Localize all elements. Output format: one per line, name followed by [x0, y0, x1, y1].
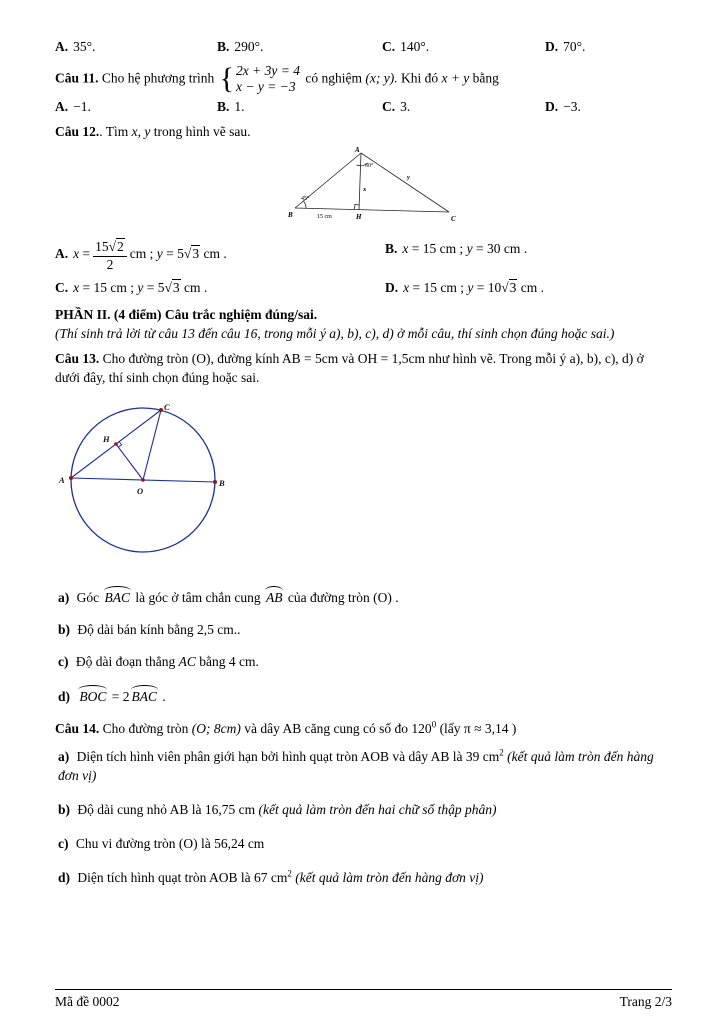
- answer-label: A.: [55, 39, 69, 54]
- point-a-dot: [69, 476, 73, 480]
- answer-label: B.: [217, 39, 230, 54]
- angle-arc-b: [303, 201, 306, 208]
- question-text: Khi đó: [400, 70, 439, 86]
- question-number: Câu 14.: [55, 720, 100, 736]
- var-x: x: [131, 124, 138, 140]
- answer-label: D.: [545, 39, 559, 54]
- point-o-label: O: [137, 486, 144, 497]
- value: = 15 cm ;: [412, 279, 464, 295]
- item-text: .: [162, 688, 166, 704]
- brace-symbol: {: [219, 62, 234, 96]
- var-y: y: [144, 124, 151, 140]
- question-12: [55, 123, 670, 142]
- item-note: (kết quả làm tròn đến hàng đơn vị): [295, 869, 484, 885]
- answer-label: B.: [385, 240, 398, 256]
- circle-notation: (O; 8cm): [191, 720, 241, 736]
- question-13: [55, 350, 670, 388]
- angle-a-label: 60°: [365, 163, 374, 170]
- squared-sup: 2: [499, 747, 504, 758]
- answer-label: B.: [217, 99, 230, 115]
- item-text: bằng 4 cm.: [199, 653, 259, 669]
- var-x: x: [73, 279, 80, 295]
- radicand: 3: [509, 279, 517, 295]
- item-text: Độ dài bán kính bằng 2,5 cm..: [77, 621, 241, 637]
- line-ac: [361, 153, 449, 212]
- answer-label: A.: [55, 99, 69, 115]
- answer-option-b: [217, 38, 382, 57]
- point-a-label: A: [59, 475, 65, 486]
- sqrt: [164, 279, 180, 295]
- item-marker: b): [58, 802, 71, 818]
- denominator: 2: [106, 256, 114, 272]
- item-text: Chu vi đường tròn (O) là 56,24 cm: [75, 836, 265, 852]
- item-marker: a): [58, 749, 70, 765]
- answer-option-a: [55, 240, 385, 273]
- circle-svg: [57, 402, 232, 560]
- question-number: Câu 12.: [55, 124, 100, 140]
- item-text: = 2: [111, 688, 130, 704]
- q13-item-c: [55, 653, 670, 672]
- arc-angle-boc: BOC: [77, 685, 108, 707]
- value: = 5: [146, 279, 165, 295]
- answer-text: 3.: [400, 99, 411, 115]
- triangle-svg: [287, 146, 462, 224]
- answer-text: 35°.: [73, 39, 96, 54]
- var-y: y: [466, 240, 473, 256]
- page-number: Trang 2/3: [619, 994, 672, 1010]
- answer-text: 1.: [234, 99, 245, 115]
- answer-option-c: [382, 98, 545, 117]
- var-x: x: [402, 240, 409, 256]
- q14-item-b: [55, 801, 670, 820]
- item-marker: b): [58, 621, 71, 637]
- question-text: bằng: [472, 70, 499, 86]
- question-number: Câu 13.: [55, 351, 100, 367]
- sqrt-sign: √: [108, 238, 117, 254]
- segment-oh: [116, 444, 143, 480]
- point-c-dot: [159, 408, 163, 412]
- answer-option-d: [545, 38, 670, 57]
- question-14: [55, 720, 670, 739]
- answer-option-c: [382, 38, 545, 57]
- answer-text: 70°.: [563, 39, 586, 54]
- answer-option-d: [545, 98, 670, 117]
- sqrt: [109, 238, 125, 254]
- question-11: [55, 63, 670, 95]
- expression: x + y: [441, 70, 470, 86]
- arc-angle-bac: BAC: [130, 685, 160, 707]
- point-h-dot: [114, 442, 118, 446]
- vertex-b-label: B: [288, 211, 293, 220]
- point-h-label: H: [356, 213, 362, 222]
- item-text: của đường tròn (O) .: [287, 589, 399, 605]
- q13-item-a: [55, 586, 670, 608]
- radicand: 3: [192, 245, 200, 261]
- item-text: là góc ở tâm chắn cung: [135, 589, 261, 605]
- q14-items: [55, 748, 670, 887]
- unit: cm .: [203, 245, 227, 261]
- item-text: Góc: [76, 589, 100, 605]
- degree-sup: 0: [431, 719, 437, 730]
- question-text: Cho hệ phương trình: [101, 70, 215, 86]
- q14-item-c: [55, 835, 670, 854]
- value: = 30 cm .: [476, 240, 528, 256]
- q10-answer-row: [55, 38, 670, 57]
- arc-angle-bac: BAC: [103, 586, 133, 608]
- q12-answer-row-2: [55, 279, 670, 298]
- point-c-label: C: [164, 402, 170, 413]
- fraction: [93, 240, 127, 273]
- segment-ac: AC: [178, 653, 196, 669]
- q14-item-a: [55, 748, 670, 786]
- answer-option-b: [385, 240, 670, 273]
- sqrt-sign: √: [183, 245, 192, 261]
- triangle-figure: [287, 146, 670, 230]
- point-h-label: H: [103, 434, 110, 445]
- question-text: trong hình vẽ sau.: [153, 124, 251, 140]
- point-b-dot: [213, 480, 217, 484]
- answer-text: 140°.: [400, 39, 430, 54]
- radius-oc: [143, 410, 161, 480]
- answer-text: −1.: [73, 99, 91, 115]
- value: = 15 cm ;: [82, 279, 134, 295]
- equation-1: 2x + 3y = 4: [236, 62, 300, 78]
- point-b-label: B: [219, 478, 225, 489]
- value: = 5: [166, 245, 184, 261]
- item-note: (kết quả làm tròn đến hàng đơn vị): [58, 749, 654, 784]
- item-text: Diện tích hình quạt tròn AOB là 67 cm: [77, 869, 288, 885]
- answer-option-b: [217, 98, 382, 117]
- answer-option-c: [55, 279, 385, 298]
- var-y: y: [156, 245, 163, 261]
- equation-2: x − y = −3: [236, 79, 296, 95]
- item-text: Diện tích hình viên phân giới hạn bởi hình quạt tròn AOB và dây AB là 39 cm: [76, 749, 500, 765]
- vertex-a-label: A: [355, 146, 360, 155]
- solution-pair: (x; y).: [365, 70, 398, 86]
- num-coef: 15: [95, 238, 109, 254]
- question-text: (lấy π ≈ 3,14 ): [439, 720, 517, 736]
- item-marker: a): [58, 589, 70, 605]
- answer-text: −3.: [563, 99, 581, 115]
- sqrt: [501, 279, 517, 295]
- answer-label: C.: [382, 39, 396, 54]
- item-marker: c): [58, 653, 69, 669]
- radicand: 3: [172, 279, 180, 295]
- answer-label: D.: [545, 99, 559, 115]
- question-text: có nghiệm: [305, 70, 362, 86]
- item-marker: d): [58, 869, 71, 885]
- unit: cm .: [520, 279, 545, 295]
- q13-item-b: [55, 621, 670, 640]
- q14-item-d: [55, 869, 670, 888]
- item-marker: d): [58, 688, 71, 704]
- q13-items: [55, 586, 670, 707]
- q11-answer-row: [55, 98, 670, 117]
- answer-label: C.: [55, 279, 69, 295]
- answer-label: D.: [385, 279, 399, 295]
- answer-label: C.: [382, 99, 396, 115]
- line-ah-altitude: [359, 153, 361, 210]
- answer-label: A.: [55, 245, 69, 261]
- numerator: [93, 240, 127, 257]
- equals: =: [82, 245, 91, 261]
- base-length-label: 15 cm: [317, 214, 332, 221]
- radicand: 2: [117, 238, 124, 254]
- q13-item-d: [55, 685, 670, 707]
- x-segment-label: x: [363, 186, 367, 194]
- sqrt-sign: √: [501, 279, 509, 295]
- question-text: và dây AB căng cung có số đo 120: [244, 720, 432, 736]
- question-text: . Tìm: [99, 124, 129, 140]
- y-segment-label: y: [407, 174, 410, 182]
- squared-sup: 2: [287, 868, 292, 879]
- q12-answer-row-1: [55, 240, 670, 273]
- question-text: Cho đường tròn: [102, 720, 189, 736]
- var-x: x: [403, 279, 410, 295]
- question-text: Cho đường tròn (O), đường kính AB = 5cm và OH = 1,5cm như hình vẽ. Trong mỗi ý a), b), c), d) ở dưới đây, thí sinh chọn đúng hoặc sai.: [55, 351, 644, 386]
- angle-b-label: 45°: [301, 196, 310, 203]
- line-bc: [295, 208, 449, 212]
- vertex-c-label: C: [451, 215, 456, 224]
- unit: cm ;: [129, 245, 154, 261]
- value: = 15 cm ;: [411, 240, 464, 256]
- sqrt: [184, 245, 200, 261]
- item-text: Độ dài cung nhỏ AB là 16,75 cm: [77, 802, 256, 818]
- arc-ab: AB: [264, 586, 285, 608]
- part-2-title: PHẦN II. (4 điểm) Câu trắc nghiệm đúng/sai.: [55, 306, 318, 322]
- answer-option-a: [55, 38, 217, 57]
- equation-system: [220, 63, 300, 95]
- item-marker: c): [58, 836, 69, 852]
- value: = 10: [476, 279, 502, 295]
- point-o-dot: [141, 478, 145, 482]
- item-text: Độ dài đoạn thẳng: [75, 653, 176, 669]
- page-footer: [55, 989, 672, 1012]
- answer-text: 290°.: [234, 39, 264, 54]
- var-x: x: [73, 245, 80, 261]
- answer-option-a: [55, 98, 217, 117]
- answer-option-d: [385, 279, 670, 298]
- item-note: (kết quả làm tròn đến hai chữ số thập phân): [258, 802, 497, 818]
- part-2-note: (Thí sinh trả lời từ câu 13 đến câu 16, trong mỗi ý a), b), c), d) ở mỗi câu, thí sinh chọn đúng hoặc sai.): [55, 326, 615, 342]
- question-number: Câu 11.: [55, 70, 99, 86]
- var-y: y: [137, 279, 144, 295]
- var-y: y: [467, 279, 474, 295]
- circle-figure: [57, 402, 670, 566]
- exam-code: Mã đề 0002: [55, 994, 120, 1010]
- sqrt-sign: √: [164, 279, 172, 295]
- comma: ,: [137, 124, 142, 140]
- equations: [236, 63, 300, 95]
- unit: cm .: [184, 279, 208, 295]
